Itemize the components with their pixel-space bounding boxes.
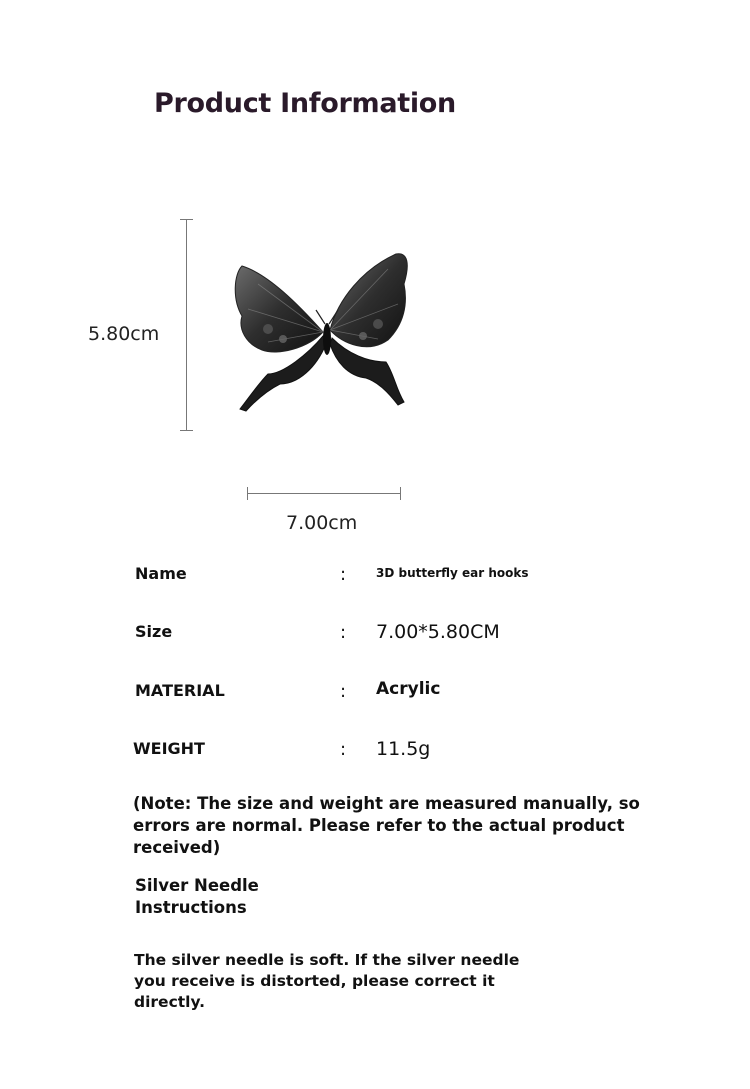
- width-dimension-label: 7.00cm: [286, 512, 358, 534]
- spec-label-size: Size: [135, 622, 173, 641]
- measurement-note: (Note: The size and weight are measured manually, so errors are normal. Please refer to the actual product received): [133, 794, 640, 857]
- butterfly-earrings-image: [228, 244, 604, 414]
- spec-value-size: 7.00*5.80CM: [376, 621, 500, 643]
- spec-value-weight: 11.5g: [376, 738, 431, 760]
- width-dimension-cap-left: [247, 487, 248, 500]
- spec-label-material: MATERIAL: [135, 681, 225, 700]
- spec-colon-size: :: [340, 622, 347, 643]
- height-dimension-bar: [186, 219, 187, 430]
- spec-value-name: 3D butterfly ear hooks: [376, 566, 529, 580]
- page-title: Product Information: [154, 88, 456, 119]
- spec-label-weight: WEIGHT: [133, 739, 205, 758]
- width-dimension-cap-right: [400, 487, 401, 500]
- spec-label-name: Name: [135, 564, 187, 583]
- silver-needle-title: Silver Needle Instructions: [135, 876, 259, 917]
- spec-colon-name: :: [340, 564, 347, 585]
- silver-needle-text: The silver needle is soft. If the silver needle you receive is distorted, please correct it directly.: [134, 951, 520, 1011]
- height-dimension-cap-bottom: [180, 430, 193, 431]
- height-dimension-label: 5.80cm: [88, 323, 160, 345]
- spec-colon-weight: :: [340, 739, 347, 760]
- spec-colon-material: :: [340, 681, 347, 702]
- spec-value-material: Acrylic: [376, 679, 441, 699]
- height-dimension-cap-top: [180, 219, 193, 220]
- width-dimension-bar: [247, 493, 400, 494]
